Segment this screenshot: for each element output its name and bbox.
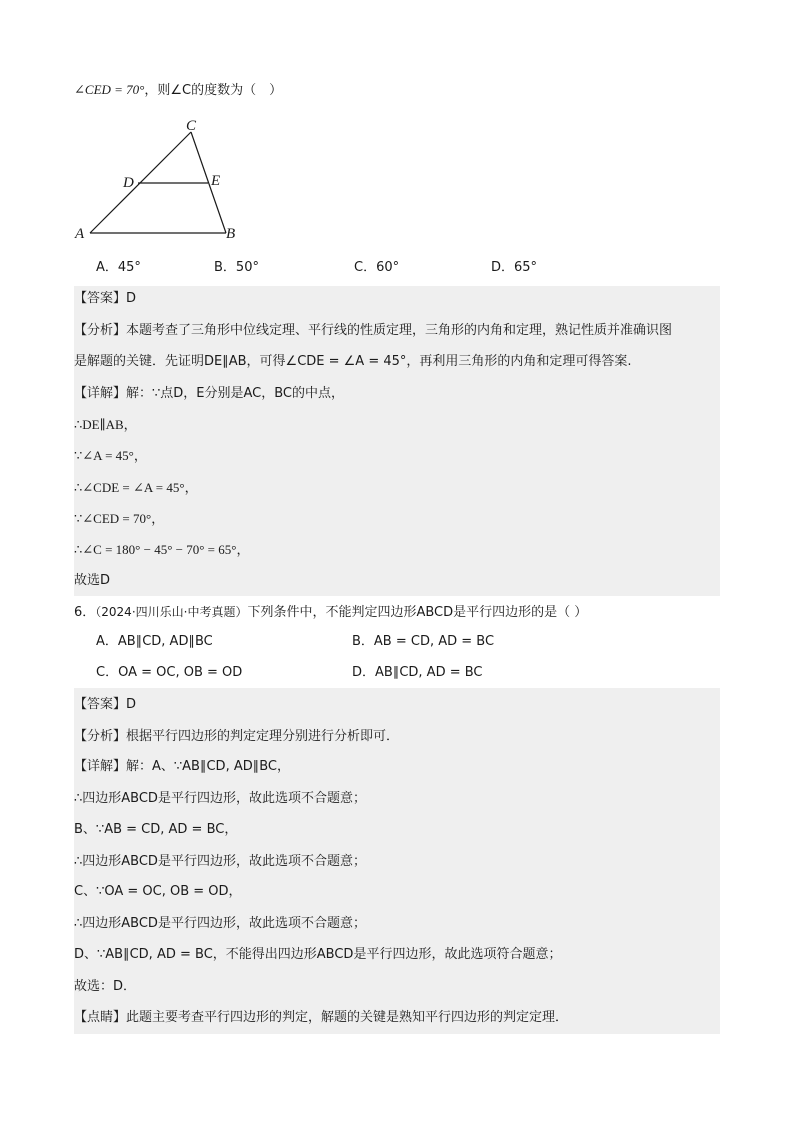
q6-detail-line-3: B、∵AB = CD, AD = BC，	[74, 822, 238, 837]
q5-stem-text: ，则∠C的度数为（ ）	[144, 83, 283, 98]
q6-number: 6．	[74, 605, 96, 620]
q5-step-3: ∴∠CDE = ∠A = 45°，	[74, 480, 198, 495]
q6-option-d: D．AB∥CD, AD = BC	[352, 665, 483, 680]
q6-source: （2024·四川乐山·中考真题）	[95, 605, 248, 619]
q6-detail-line-5: C、∵OA = OC, OB = OD，	[74, 884, 242, 899]
q5-step-1: ∴DE∥AB，	[74, 417, 137, 432]
q5-option-a: A．45°	[96, 260, 141, 275]
q6-detail-line-8: 故选：D．	[74, 979, 137, 994]
q5-step-5: ∴∠C = 180° − 45° − 70° = 65°，	[74, 542, 250, 557]
q6-detail-line-2: ∴四边形ABCD是平行四边形，故此选项不合题意；	[74, 791, 366, 806]
q6-analysis: 【分析】根据平行四边形的判定定理分别进行分析即可．	[74, 729, 400, 744]
q6-option-c: C．OA = OC, OB = OD	[96, 665, 243, 680]
q6-comment: 【点睛】此题主要考查平行四边形的判定，解题的关键是熟知平行四边形的判定定理．	[74, 1010, 569, 1025]
q6-stem-text: 下列条件中，不能判定四边形ABCD是平行四边形的是（ ）	[247, 605, 588, 620]
q5-stem-angle: ∠CED = 70°	[74, 82, 145, 97]
q6-stem	[74, 602, 587, 623]
label-a: A	[75, 226, 85, 242]
q5-option-b: B．50°	[214, 260, 259, 275]
q6-detail-line-1: 【详解】解：A、∵AB∥CD, AD∥BC，	[74, 759, 290, 774]
label-d: D	[123, 175, 134, 191]
q6-detail-line-6: ∴四边形ABCD是平行四边形，故此选项不合题意；	[74, 916, 366, 931]
q5-answer: 【答案】D	[74, 291, 137, 306]
q5-step-2: ∵∠A = 45°，	[74, 448, 147, 463]
q5-detail-head: 【详解】解：∵点D，E分别是AC，BC的中点，	[74, 386, 345, 401]
triangle-figure	[72, 114, 252, 244]
label-c: C	[186, 118, 197, 134]
q6-detail-line-4: ∴四边形ABCD是平行四边形，故此选项不合题意；	[74, 854, 366, 869]
q5-stem	[74, 80, 282, 101]
q5-step-4: ∵∠CED = 70°，	[74, 511, 165, 526]
q5-conclusion: 故选D	[74, 573, 111, 588]
label-e: E	[211, 173, 221, 189]
q5-analysis-line2: 是解题的关键．先证明DE∥AB，可得∠CDE = ∠A = 45°，再利用三角形的内角和定理可得答案.	[74, 354, 632, 369]
q5-option-c: C．60°	[354, 260, 400, 275]
q6-option-b: B．AB = CD, AD = BC	[352, 634, 495, 649]
q5-analysis-line1: 【分析】本题考查了三角形中位线定理、平行线的性质定理，三角形的内角和定理，熟记性质并准确识图	[74, 323, 673, 338]
q5-option-d: D．65°	[491, 260, 538, 275]
label-b: B	[226, 226, 236, 242]
q6-answer: 【答案】D	[74, 697, 137, 712]
q6-option-a: A．AB∥CD, AD∥BC	[96, 634, 213, 649]
q6-detail-line-7: D、∵AB∥CD, AD = BC，不能得出四边形ABCD是平行四边形，故此选项符合题意；	[74, 947, 562, 962]
